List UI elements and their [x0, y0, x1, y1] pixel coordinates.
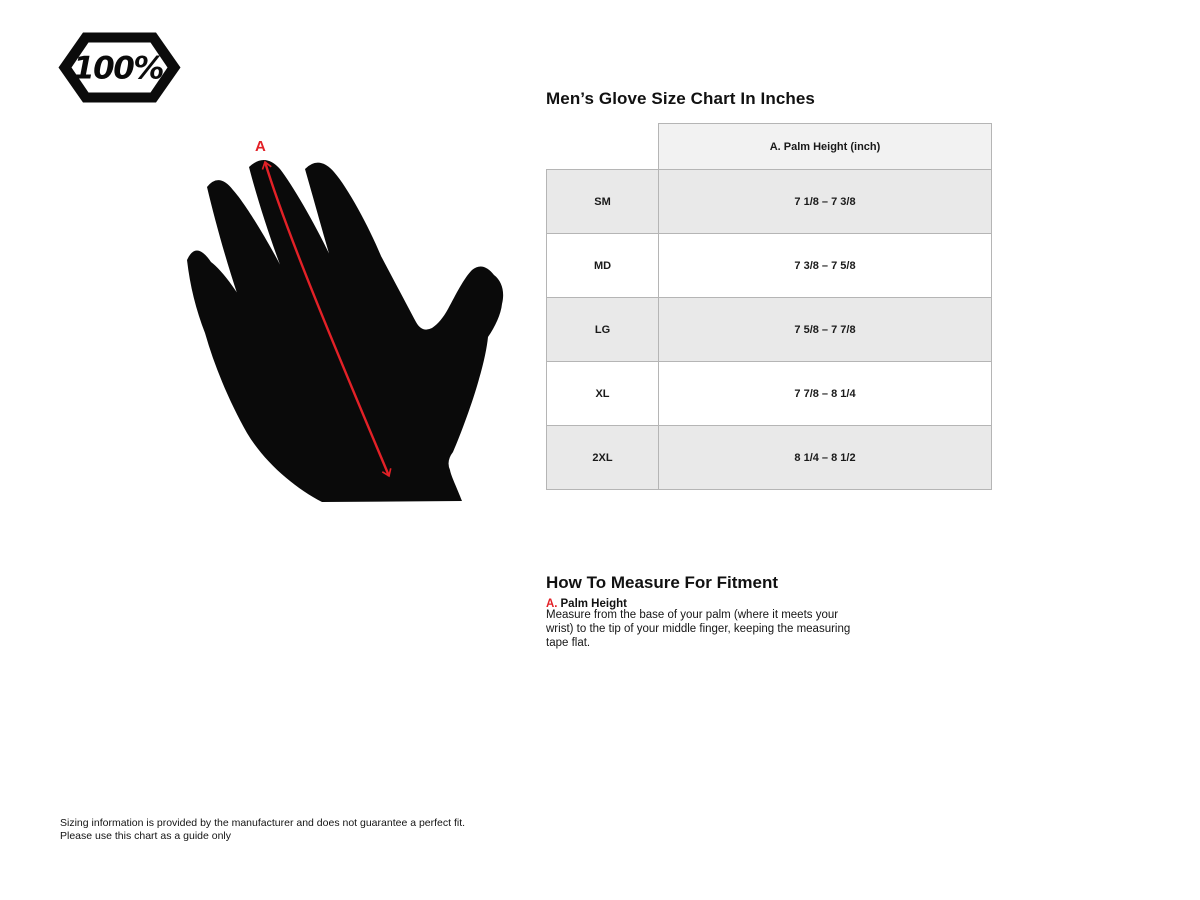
palm-height-cell: 8 1/4 – 8 1/2: [659, 426, 992, 490]
size-cell: MD: [547, 234, 659, 298]
size-cell: SM: [547, 170, 659, 234]
size-chart-table: [546, 123, 992, 490]
size-cell: XL: [547, 362, 659, 426]
measurement-label: A: [255, 138, 266, 155]
size-chart-title: Men’s Glove Size Chart In Inches: [546, 89, 815, 108]
item-letter: A.: [546, 598, 558, 610]
palm-height-cell: 7 3/8 – 7 5/8: [659, 234, 992, 298]
logo-text: 100%: [73, 50, 163, 87]
table-row: [547, 170, 992, 234]
measurement-description: Measure from the base of your palm (where it meets your wrist) to the tip of your middle finger, keeping the measuring tape flat.: [546, 609, 851, 649]
footer-line2: Please use this chart as a guide only: [60, 829, 232, 842]
footer-disclaimer: [60, 817, 465, 842]
palm-height-cell: 7 7/8 – 8 1/4: [659, 362, 992, 426]
glove-figure: [185, 128, 515, 508]
blank-header-cell: [547, 124, 659, 170]
size-cell: 2XL: [547, 426, 659, 490]
brand-logo: [58, 32, 181, 104]
table-row: [547, 362, 992, 426]
table-row: [547, 234, 992, 298]
table-header-row: [547, 124, 992, 170]
palm-height-header-cell: A. Palm Height (inch): [659, 124, 992, 170]
size-cell: LG: [547, 298, 659, 362]
item-name: Palm Height: [560, 598, 627, 610]
table-row: [547, 426, 992, 490]
table-row: [547, 298, 992, 362]
palm-height-cell: 7 1/8 – 7 3/8: [659, 170, 992, 234]
footer-line1: Sizing information is provided by the manufacturer and does not guarantee a perfect fit.: [60, 817, 466, 829]
glove-silhouette: [187, 160, 503, 502]
palm-height-cell: 7 5/8 – 7 7/8: [659, 298, 992, 362]
how-to-measure-title: How To Measure For Fitment: [546, 573, 779, 592]
